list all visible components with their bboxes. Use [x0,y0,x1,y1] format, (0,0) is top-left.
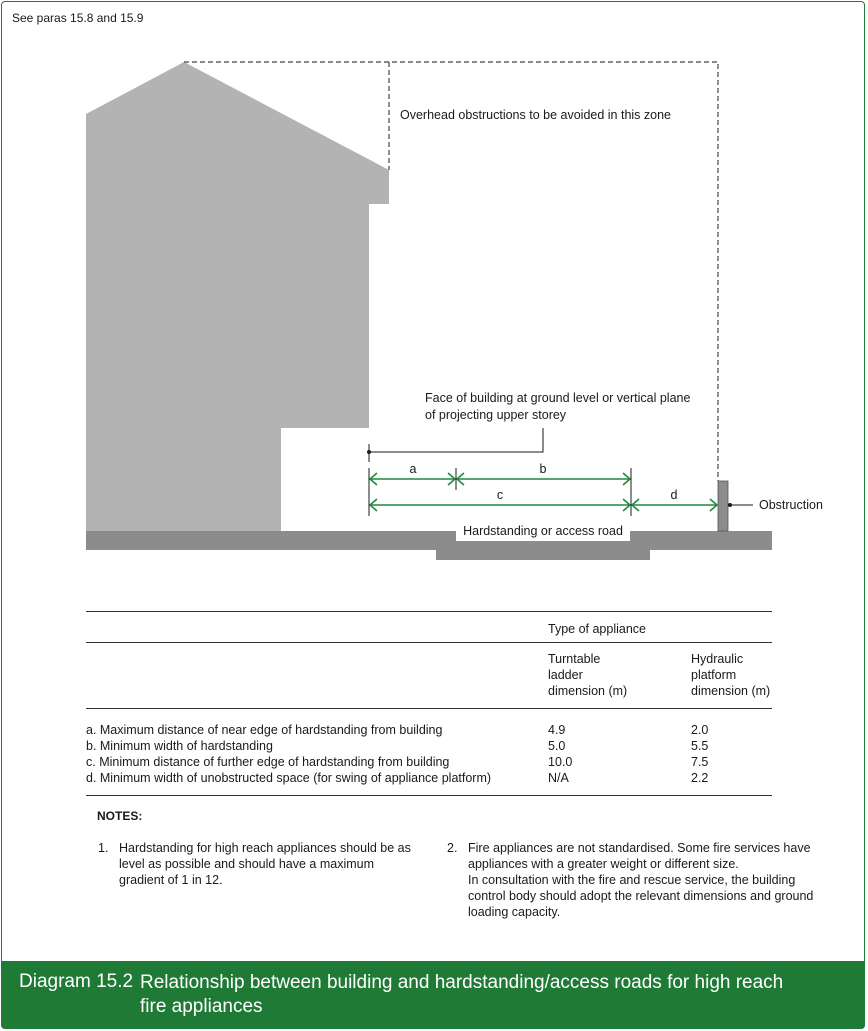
dimension-c-label: c [496,488,504,502]
table-rule-top [86,611,772,612]
obstruction-post [718,481,728,531]
face-label-line-2: of projecting upper storey [425,408,567,422]
face-leader-line [369,428,543,452]
hydraulic-header-line: Hydraulic [691,652,744,666]
note-1-line: level as possible and should have a maximum [119,857,374,871]
turntable-header-line: ladder [548,668,583,682]
turntable-header-line: Turntable [548,652,601,666]
obstruction-leader-dot [728,503,732,507]
note-1-text [119,840,411,888]
overhead-zone-label: Overhead obstructions to be avoided in this zone [400,108,672,122]
table-row-b-turntable: 5.0 [548,739,566,753]
caption-title-line-2: fire appliances [140,996,263,1017]
dimension-a-label: a [409,462,417,476]
hydraulic-header-line: platform [691,668,737,682]
notes-heading: NOTES: [97,809,143,823]
table-row-a-label: a. Maximum distance of near edge of hardstanding from building [86,723,443,737]
table-row-a-turntable: 4.9 [548,723,566,737]
note-2-number: 2. [447,841,458,855]
note-2-line: In consultation with the fire and rescue service, the building [468,873,796,887]
turntable-column-header [548,651,627,699]
note-2-line: control body should adopt the relevant dimensions and ground [468,889,814,903]
table-rule-group [86,642,772,643]
note-2-line: appliances with a greater weight or different size. [468,857,739,871]
note-2-line: Fire appliances are not standardised. Some fire services have [468,841,811,855]
table-row-b-hydraulic: 5.5 [691,739,709,753]
table-rule-header [86,708,772,709]
dimension-d-label: d [670,488,678,502]
table-row-c-hydraulic: 7.5 [691,755,709,769]
ground-strip [86,531,772,550]
note-2-line: loading capacity. [468,905,561,919]
table-row-b-label: b. Minimum width of hardstanding [86,739,273,753]
hydraulic-column-header [691,651,770,699]
caption-number: Diagram 15.2 [19,971,134,992]
table-row-c-turntable: 10.0 [548,755,573,769]
building-silhouette [86,62,389,531]
hardstanding-label: Hardstanding or access road [463,524,623,538]
note-1-line: gradient of 1 in 12. [119,873,223,887]
table-rule-bottom [86,795,772,796]
note-1-line: Hardstanding for high reach appliances should be as [119,841,411,855]
note-1-number: 1. [98,841,109,855]
caption-title-line-1: Relationship between building and hardstanding/access roads for high reach [140,972,784,993]
table-row-d-turntable: N/A [548,771,569,785]
road-base [436,548,650,560]
hydraulic-header-line: dimension (m) [691,684,771,698]
table-row-d-label: d. Minimum width of unobstructed space (for swing of appliance platform) [86,771,492,785]
table-group-header: Type of appliance [548,622,646,636]
table-row-a-hydraulic: 2.0 [691,723,709,737]
caption-bar [1,961,865,1029]
table-row-d-hydraulic: 2.2 [691,771,709,785]
obstruction-label: Obstruction [759,498,823,512]
paragraph-reference: See paras 15.8 and 15.9 [12,11,144,25]
table-row-c-label: c. Minimum distance of further edge of hardstanding from building [86,755,450,769]
dimension-b-label: b [539,462,547,476]
face-label-line-1: Face of building at ground level or vertical plane [425,391,691,405]
turntable-header-line: dimension (m) [548,684,628,698]
note-2-text [468,840,813,920]
caption-title [140,971,840,1019]
